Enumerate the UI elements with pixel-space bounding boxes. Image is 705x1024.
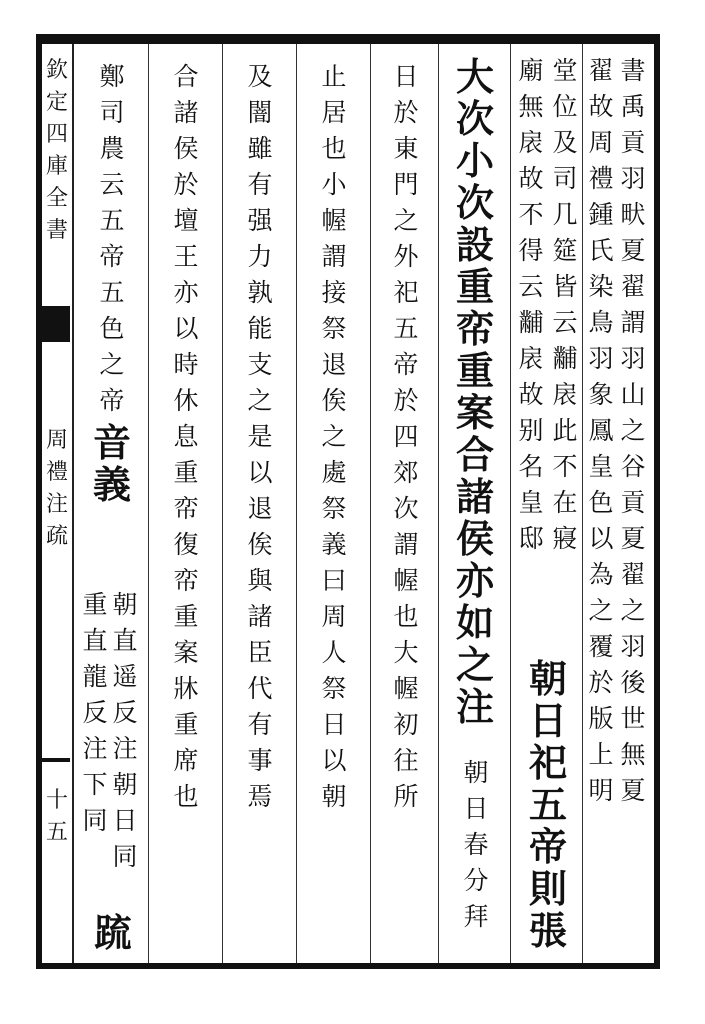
- margin-rule: [72, 44, 74, 963]
- glyph: 不: [552, 452, 578, 481]
- glyph: 處: [321, 458, 347, 487]
- page-border-right: [654, 34, 660, 969]
- glyph: 此: [552, 416, 578, 445]
- glyph: 帝: [99, 386, 125, 415]
- glyph: 明: [588, 776, 614, 805]
- glyph: 象: [588, 380, 614, 409]
- commentary-line: [247, 64, 272, 820]
- text-column-11: [82, 64, 142, 508]
- glyph: 覆: [588, 632, 614, 661]
- glyph: 雖: [247, 134, 273, 163]
- glyph: 代: [247, 674, 273, 703]
- glyph: 朝: [528, 656, 567, 701]
- glyph: 之: [99, 350, 125, 379]
- glyph: 於: [588, 668, 614, 697]
- glyph: 重: [455, 348, 494, 393]
- text-column-11d: [88, 910, 138, 956]
- glyph: 祀: [528, 740, 567, 785]
- glyph: 几: [552, 200, 578, 229]
- glyph: 接: [321, 278, 347, 307]
- glyph: 鳥: [588, 308, 614, 337]
- glyph: 山: [620, 380, 646, 409]
- fishtail-mark-bottom: [38, 758, 70, 762]
- glyph: 帝: [99, 242, 125, 271]
- glyph: 初: [393, 710, 419, 739]
- glyph: 故: [518, 164, 544, 193]
- glyph: 直: [82, 626, 108, 655]
- glyph: 畎: [620, 200, 646, 229]
- glyph: 貢: [620, 488, 646, 517]
- glyph: 反: [82, 698, 108, 727]
- glyph: 分: [463, 866, 489, 895]
- glyph: 庫: [45, 154, 68, 179]
- glyph: 同: [112, 842, 138, 871]
- commentary-line: [393, 64, 418, 820]
- glyph: 五: [99, 278, 125, 307]
- glyph: 得: [518, 236, 544, 265]
- commentary-marker: [455, 684, 494, 730]
- glyph: 周: [45, 428, 68, 453]
- glyph: 席: [173, 746, 199, 775]
- glyph: 色: [99, 314, 125, 343]
- text-column-10: [156, 64, 216, 820]
- glyph: 東: [393, 134, 419, 163]
- glyph: 謂: [393, 530, 419, 559]
- glyph: 案: [173, 638, 199, 667]
- glyph: 皇: [518, 488, 544, 517]
- column-rule: [148, 44, 149, 963]
- glyph: 龍: [82, 662, 108, 691]
- glyph: 周: [321, 602, 347, 631]
- glyph: 拜: [463, 902, 489, 931]
- commentary-line: [321, 64, 346, 820]
- glyph: 堂: [552, 56, 578, 85]
- glyph: 臣: [247, 638, 273, 667]
- column-rule: [296, 44, 297, 963]
- glyph: 止: [321, 62, 347, 91]
- glyph: 之: [247, 386, 273, 415]
- glyph: 谷: [620, 452, 646, 481]
- glyph: 諸: [455, 474, 494, 519]
- column-rule: [370, 44, 371, 963]
- glyph: 能: [247, 314, 273, 343]
- glyph: 扆: [552, 380, 578, 409]
- margin-page-number: [42, 790, 72, 854]
- glyph: 牀: [173, 674, 199, 703]
- glyph: 於: [173, 170, 199, 199]
- glyph: 之: [588, 596, 614, 625]
- glyph: 次: [393, 494, 419, 523]
- glyph: 諸: [247, 602, 273, 631]
- text-column-2: [584, 58, 618, 814]
- glyph: 無: [518, 92, 544, 121]
- glyph: 夏: [620, 776, 646, 805]
- glyph: 亦: [455, 558, 494, 603]
- classic-text-line: [455, 54, 494, 688]
- glyph: 以: [247, 458, 273, 487]
- glyph: 大: [393, 638, 419, 667]
- glyph: 筵: [552, 236, 578, 265]
- glyph: 五: [99, 206, 125, 235]
- glyph: 翟: [588, 56, 614, 85]
- glyph: 息: [173, 422, 199, 451]
- glyph: 侯: [455, 516, 494, 561]
- glyph: 四: [393, 422, 419, 451]
- glyph: 䟽: [93, 910, 132, 955]
- glyph: 幄: [393, 566, 419, 595]
- glyph: 羽: [620, 164, 646, 193]
- commentary-line: [552, 58, 577, 562]
- glyph: 羽: [620, 632, 646, 661]
- glyph: 朝: [112, 770, 138, 799]
- glyph: 夏: [620, 236, 646, 265]
- glyph: 退: [247, 494, 273, 523]
- glyph: 之: [321, 422, 347, 451]
- glyph: 義: [92, 462, 131, 507]
- glyph: 朝: [112, 590, 138, 619]
- text-column-9: [230, 64, 290, 820]
- glyph: 次: [455, 96, 494, 141]
- glyph: 書: [620, 56, 646, 85]
- text-column-5: [520, 656, 576, 954]
- glyph: 重: [82, 590, 108, 619]
- glyph: 小: [455, 138, 494, 183]
- glyph: 日: [321, 710, 347, 739]
- glyph: 合: [455, 432, 494, 477]
- glyph: 扆: [518, 344, 544, 373]
- glyph: 謂: [321, 242, 347, 271]
- fishtail-mark: [38, 306, 70, 342]
- commentary-line: [588, 58, 613, 814]
- glyph: 十: [45, 788, 68, 813]
- glyph: 也: [173, 782, 199, 811]
- glyph: 也: [321, 134, 347, 163]
- glyph: 日: [528, 698, 567, 743]
- text-column-1: [616, 58, 650, 814]
- glyph: 之: [455, 642, 494, 687]
- glyph: 日: [393, 62, 419, 91]
- glyph: 外: [393, 242, 419, 271]
- glyph: 黼: [552, 344, 578, 373]
- glyph: 事: [247, 746, 273, 775]
- glyph: 也: [393, 602, 419, 631]
- text-column-8: [304, 64, 364, 820]
- glyph: 支: [247, 350, 273, 379]
- yinyi-marker: [92, 420, 131, 508]
- classic-text-line: [528, 656, 567, 954]
- glyph: 翟: [620, 272, 646, 301]
- glyph: 疏: [45, 524, 68, 549]
- glyph: 别: [518, 416, 544, 445]
- glyph: 之: [620, 596, 646, 625]
- glyph: 帟: [173, 566, 199, 595]
- glyph: 名: [518, 452, 544, 481]
- glyph: 禮: [45, 460, 68, 485]
- commentary-line: [463, 760, 488, 940]
- glyph: 鳳: [588, 416, 614, 445]
- glyph: 書: [45, 218, 68, 243]
- glyph: 俟: [247, 530, 273, 559]
- glyph: 謂: [620, 308, 646, 337]
- glyph: 諸: [173, 98, 199, 127]
- glyph: 上: [588, 740, 614, 769]
- glyph: 下: [82, 770, 108, 799]
- glyph: 云: [99, 170, 125, 199]
- glyph: 帟: [455, 306, 494, 351]
- glyph: 在: [552, 488, 578, 517]
- glyph: 祭: [321, 674, 347, 703]
- column-rule: [510, 44, 511, 963]
- glyph: 定: [45, 90, 68, 115]
- shu-marker: [93, 910, 132, 956]
- glyph: 朝: [463, 758, 489, 787]
- glyph: 云: [552, 308, 578, 337]
- text-column-11c: [80, 592, 110, 844]
- glyph: 如: [455, 600, 494, 645]
- glyph: 五: [528, 782, 567, 827]
- glyph: 幄: [393, 674, 419, 703]
- glyph: 於: [393, 98, 419, 127]
- glyph: 日: [463, 794, 489, 823]
- glyph: 是: [247, 422, 273, 451]
- glyph: 廟: [518, 56, 544, 85]
- glyph: 不: [518, 200, 544, 229]
- glyph: 扆: [518, 128, 544, 157]
- glyph: 大: [455, 54, 494, 99]
- margin-book-title: [42, 60, 72, 252]
- glyph: 祀: [393, 278, 419, 307]
- glyph: 郊: [393, 458, 419, 487]
- glyph: 合: [173, 62, 199, 91]
- page-border-bottom: [36, 963, 660, 969]
- commentary-line: [620, 58, 645, 814]
- margin-section-title: [42, 430, 72, 558]
- glyph: 强: [247, 206, 273, 235]
- glyph: 故: [518, 380, 544, 409]
- glyph: 司: [552, 164, 578, 193]
- commentary-line: [173, 64, 198, 820]
- glyph: 所: [393, 782, 419, 811]
- column-rule: [582, 44, 583, 963]
- glyph: 羽: [588, 344, 614, 373]
- glyph: 同: [82, 806, 108, 835]
- glyph: 與: [247, 566, 273, 595]
- book-title: [46, 60, 68, 252]
- page-number: [46, 790, 68, 854]
- glyph: 染: [588, 272, 614, 301]
- glyph: 云: [518, 272, 544, 301]
- glyph: 有: [247, 170, 273, 199]
- glyph: 侯: [173, 134, 199, 163]
- glyph: 後: [620, 668, 646, 697]
- glyph: 退: [321, 350, 347, 379]
- glyph: 故: [588, 92, 614, 121]
- glyph: 鍾: [588, 200, 614, 229]
- glyph: 周: [588, 128, 614, 157]
- glyph: 王: [173, 242, 199, 271]
- glyph: 帟: [173, 494, 199, 523]
- glyph: 之: [393, 206, 419, 235]
- glyph: 則: [528, 866, 567, 911]
- glyph: 重: [455, 264, 494, 309]
- glyph: 鄭: [99, 62, 125, 91]
- glyph: 全: [45, 186, 68, 211]
- glyph: 門: [393, 170, 419, 199]
- glyph: 注: [82, 734, 108, 763]
- glyph: 世: [620, 704, 646, 733]
- glyph: 帝: [528, 824, 567, 869]
- glyph: 居: [321, 98, 347, 127]
- glyph: 寢: [552, 524, 578, 553]
- glyph: 往: [393, 746, 419, 775]
- glyph: 闇: [247, 98, 273, 127]
- glyph: 皆: [552, 272, 578, 301]
- text-column-7: [378, 64, 434, 820]
- glyph: 人: [321, 638, 347, 667]
- glyph: 羽: [620, 344, 646, 373]
- glyph: 亦: [173, 278, 199, 307]
- glyph: 曰: [321, 566, 347, 595]
- glyph: 重: [173, 710, 199, 739]
- text-column-6: [446, 54, 504, 730]
- glyph: 重: [173, 602, 199, 631]
- yinyi-note: [82, 592, 107, 844]
- glyph: 之: [620, 416, 646, 445]
- glyph: 反: [112, 698, 138, 727]
- glyph: 於: [393, 386, 419, 415]
- yinyi-note: [112, 592, 137, 880]
- glyph: 邸: [518, 524, 544, 553]
- glyph: 春: [463, 830, 489, 859]
- glyph: 休: [173, 386, 199, 415]
- page-border-top: [36, 34, 660, 44]
- glyph: 設: [455, 222, 494, 267]
- glyph: 焉: [247, 782, 273, 811]
- glyph: 翟: [620, 560, 646, 589]
- glyph: 直: [112, 626, 138, 655]
- section-title: [46, 430, 68, 558]
- text-column-4: [514, 58, 548, 562]
- glyph: 以: [173, 314, 199, 343]
- glyph: 黼: [518, 308, 544, 337]
- glyph: 夏: [620, 524, 646, 553]
- glyph: 為: [588, 560, 614, 589]
- glyph: 孰: [247, 278, 273, 307]
- commentary-line: [99, 64, 124, 424]
- glyph: 有: [247, 710, 273, 739]
- glyph: 壇: [173, 206, 199, 235]
- column-rule: [438, 44, 439, 963]
- glyph: 注: [455, 684, 494, 729]
- glyph: 次: [455, 180, 494, 225]
- glyph: 無: [620, 740, 646, 769]
- glyph: 貢: [620, 128, 646, 157]
- commentary-line: [518, 58, 543, 562]
- glyph: 注: [112, 734, 138, 763]
- glyph: 案: [455, 390, 494, 435]
- glyph: 義: [321, 530, 347, 559]
- glyph: 位: [552, 92, 578, 121]
- glyph: 四: [45, 122, 68, 147]
- glyph: 以: [588, 524, 614, 553]
- text-column-6b: [456, 760, 496, 940]
- glyph: 復: [173, 530, 199, 559]
- glyph: 日: [112, 806, 138, 835]
- glyph: 祭: [321, 314, 347, 343]
- glyph: 重: [173, 458, 199, 487]
- glyph: 時: [173, 350, 199, 379]
- glyph: 及: [552, 128, 578, 157]
- glyph: 司: [99, 98, 125, 127]
- column-rule: [222, 44, 223, 963]
- glyph: 禹: [620, 92, 646, 121]
- glyph: 氏: [588, 236, 614, 265]
- glyph: 俟: [321, 386, 347, 415]
- glyph: 五: [393, 314, 419, 343]
- glyph: 張: [528, 908, 567, 953]
- glyph: 皇: [588, 452, 614, 481]
- glyph: 力: [247, 242, 273, 271]
- glyph: 遥: [112, 662, 138, 691]
- glyph: 朝: [321, 782, 347, 811]
- glyph: 版: [588, 704, 614, 733]
- text-column-11b: [110, 592, 140, 880]
- glyph: 以: [321, 746, 347, 775]
- glyph: 農: [99, 134, 125, 163]
- glyph: 祭: [321, 494, 347, 523]
- text-column-3: [548, 58, 582, 562]
- glyph: 帝: [393, 350, 419, 379]
- glyph: 及: [247, 62, 273, 91]
- glyph: 五: [45, 820, 68, 845]
- glyph: 禮: [588, 164, 614, 193]
- glyph: 小: [321, 170, 347, 199]
- glyph: 幄: [321, 206, 347, 235]
- glyph: 色: [588, 488, 614, 517]
- glyph: 音: [92, 420, 131, 465]
- glyph: 欽: [45, 58, 68, 83]
- glyph: 注: [45, 492, 68, 517]
